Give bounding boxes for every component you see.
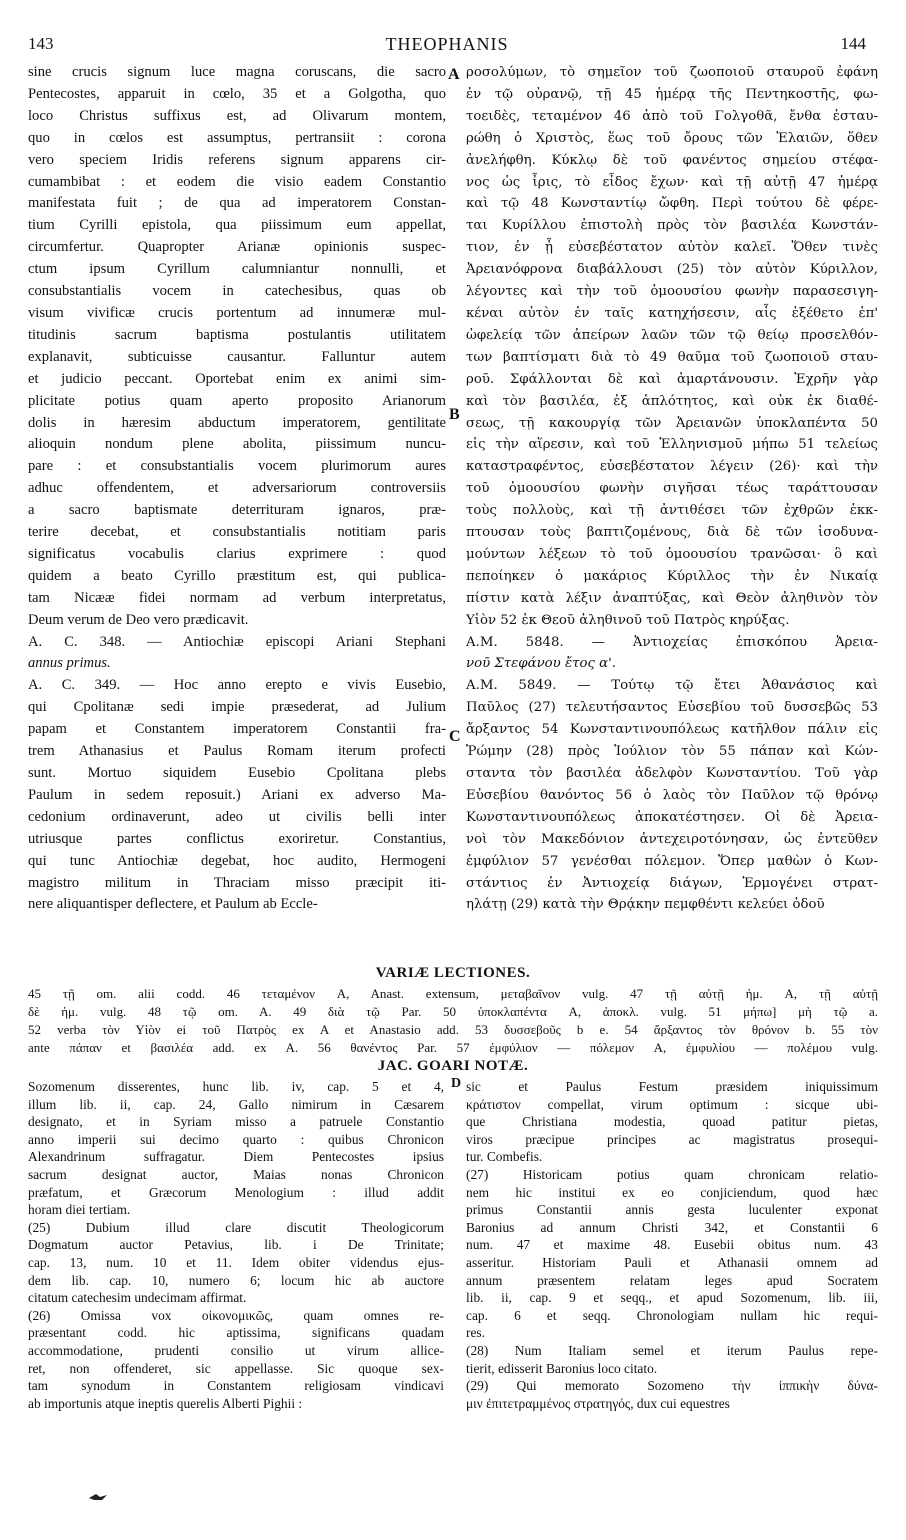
text-line: titudinis sacrum baptisma postulantis utilitatem: [28, 326, 446, 343]
text-line: tam Nicææ fidei normam ad verbum interpretatus,: [28, 589, 446, 606]
text-line: νοὶ τὸν Μακεδόνιον ἀντεχειροτόνησαν, ὡς ἐντεῦθεν: [466, 831, 878, 847]
note-line: lib. ii, cap. 9 et seqq., et apud Sozomenum, lib. iii,: [466, 1290, 878, 1306]
variant-line: ante πάπαν et βασιλέα add. ex A. 56 θανέντος Par. 57 ἐμφύλιον — πόλεμον A, ἐμφυλίου — πολέμου vulg.: [28, 1040, 878, 1055]
text-line: ται Κυρίλλου ἐπιστολὴ πρὸς τὸν βασιλέα Κωνστάν-: [466, 218, 878, 234]
notes-right-column: [466, 1078, 878, 1412]
section-marker-b: B: [449, 406, 460, 423]
text-line: a sacro baptismate deterrituram ignaros, præ-: [28, 502, 446, 519]
text-line: visum vivificæ crucis portentum ad innumeræ mul-: [28, 304, 446, 321]
note-line: que Christiana modestia, quoad patitur pietas,: [466, 1114, 878, 1130]
variant-line: 45 τῇ om. alii codd. 46 τεταμένον A, Anast. extensum, μεταβαῖνον vulg. 47 τῇ αὐτῇ ἡμ. A, τῇ αὐτῇ: [28, 986, 878, 1001]
text-line: λέγοντες καὶ τὴν τοῦ ὁμοουσίου φωνὴν παρασεσιγη-: [466, 284, 878, 300]
text-line: adhuc offendentem, et adversariorum controversiis: [28, 480, 446, 497]
section-marker-a: A: [448, 66, 460, 83]
text-line: quo in cœlos est assumptus, pertransiit : corona: [28, 129, 446, 146]
text-line: ρώθη ὁ Χριστὸς, ἕως τοῦ ὄρους τῶν Ἐλαιῶν, ὅθεν: [466, 130, 878, 146]
page-number-right: 144: [840, 34, 866, 53]
note-line: Alexandrinum suffragatur. Diem Pentecostes ipsius: [28, 1149, 444, 1165]
text-line: ηλάτῃ (29) κατὰ τὴν Θρᾴκην πεμφθέντι κελεύει ὁδοῦ: [466, 897, 825, 913]
text-line: πτουσαν τοὺς βαπτιζομένους, διὰ δὲ τῶν ἰσοδυνα-: [466, 525, 878, 541]
note-line: citatum catechesim undecimam affirmat.: [28, 1290, 247, 1306]
text-line: utriusque partes conflictus exoriretur. Constantius,: [28, 830, 446, 847]
text-line: Ῥώμην (28) πρὸς Ἰούλιον τὸν 55 πάπαν καὶ Κών-: [466, 744, 878, 760]
text-line: quidem a beato Cyrillo præstitum est, qui publica-: [28, 567, 446, 584]
note-line: Baronius ad annum Christi 342, et Constantii 6: [466, 1219, 878, 1235]
note-line: tur. Combefis.: [466, 1149, 543, 1165]
text-line: qui tunc Antiochiæ degebat, hoc audito, Hermogeni: [28, 852, 446, 869]
text-line: sine crucis signum luce magna coruscans, die sacro: [28, 64, 446, 80]
text-line: ἄρξαντος 54 Κωνσταντινουπόλεως κατῆλθον πάλιν εἰς: [466, 722, 878, 738]
text-line: νος ὡς ἶρις, τὸ εἶδος ἔχων· καὶ τῇ αὐτῇ 47 ἡμέρᾳ: [466, 174, 878, 190]
note-line: Sozomenum disserentes, hunc lib. iv, cap. 5 et 4,: [28, 1079, 444, 1094]
text-line: manifestata fuit ; de qua ad imperatorem Constan-: [28, 195, 446, 212]
note-line: præfatum, et Græcorum Menologium : illud addit: [28, 1184, 444, 1200]
note-line: tam synodum in Constantem religiosam vindicavi: [28, 1378, 444, 1394]
text-line: pare : et consubstantialis vocem plurimorum aures: [28, 458, 446, 475]
text-line: καταστραφέντος, εὐσεβέστατον λέγειν (26)· καὶ τὴν: [466, 459, 878, 475]
text-line: A.M. 5848. — Ἀντιοχείας ἐπισκόπου Ἀρεια-: [466, 634, 878, 650]
note-line: (26) Omissa vox οἰκονομικῶς, quam omnes re-: [28, 1307, 444, 1323]
text-line: Υἱὸν 52 ἐκ Θεοῦ ἀληθινοῦ τοῦ Πατρὸς κηρύξας.: [466, 612, 790, 628]
page-number-left: 143: [28, 34, 54, 53]
text-line: ἐμφύλιον 57 γενέσθαι πόλεμον. Ὅπερ μαθὼν ὁ Κων-: [466, 853, 878, 869]
note-line: designato, et in Syriam misso a patruele Constantio: [28, 1114, 444, 1130]
text-line: ἐν τῷ οὐρανῷ, τῇ 45 ἡμέρᾳ τῆς Πεντηκοστῆς, φω-: [466, 86, 878, 102]
section-marker-d: D: [451, 1076, 462, 1091]
variant-line: δὲ ἡμ. vulg. 48 τῷ om. A. 49 διὰ τῷ Par. 50 ὑποκλαπέντα A, ἀποκλ. vulg. 51 μήπω] μὴ τῷ a.: [28, 1004, 878, 1019]
text-line: Pentecostes, apparuit in cœlo, 35 et a Golgotha, quo: [28, 85, 446, 102]
note-line: dem lib. cap. 10, numero 6; locum hic ab auctore: [28, 1272, 444, 1288]
notes-left-column: [28, 1078, 444, 1412]
note-line: (27) Historicam potius quam chronicam relatio-: [466, 1166, 878, 1182]
text-line: nere aliquantisper deflectere, et Paulum ab Eccle-: [28, 896, 318, 913]
greek-column: [466, 62, 878, 916]
text-line: μούντων λέξεων τὸ τοῦ ὁμοουσίου τρανῶσαι· ὃ καὶ: [466, 546, 878, 562]
text-line: magistro militum in Thraciam misso præcipit iti-: [28, 874, 446, 891]
text-line: explanavit, subticuisse causantur. Falluntur autem: [28, 348, 446, 365]
text-line: annus primus.: [28, 655, 111, 672]
text-line: πίστιν κατὰ λέξιν ἀναπτύξας, καὶ Θεὸν ἀληθινὸν τὸν: [466, 590, 878, 606]
note-line: (25) Dubium illud clare discutit Theologicorum: [28, 1219, 444, 1235]
note-line: ret, non offenderet, sic appellasse. Sic quoque sex-: [28, 1360, 444, 1376]
text-line: ἀνελήφθη. Κύκλῳ δὲ τοῦ φανέντος σημείου στέφα-: [466, 152, 878, 168]
note-line: præsentant codd. hic aptissima, significans quadam: [28, 1325, 444, 1341]
running-header: [28, 34, 866, 56]
text-line: A. C. 348. — Antiochiæ episcopi Ariani Stephani: [28, 633, 446, 650]
note-line: res.: [466, 1325, 485, 1341]
note-line: (28) Num Italiam semel et iterum Paulus repe-: [466, 1342, 878, 1358]
note-line: num. 47 et maxime 48. Eusebii obitus num. 43: [466, 1237, 878, 1253]
text-line: dolis in hæresim abductum imperatorem, gentilitate: [28, 414, 446, 431]
note-line: annum præsentem relatam leges apud Socratem: [466, 1272, 878, 1288]
printer-mark-icon: [88, 1492, 108, 1502]
text-line: et judicio peccant. Oportebat enim ex animi sim-: [28, 370, 446, 387]
note-line: Dogmatum auctor Petavius, lib. i De Trinitate;: [28, 1237, 444, 1253]
text-line: σταντα τὸν βασιλέα ἀδελφὸν Κωνσταντίου. Τοῦ γὰρ: [466, 766, 878, 781]
notes-heading: JAC. GOARI NOTÆ.: [377, 1058, 529, 1074]
note-line: cap. 6 et seqq. Chronologiam nullam hic requi-: [466, 1307, 878, 1323]
variae-heading: VARIÆ LECTIONES.: [375, 965, 531, 981]
text-line: τοὺς πολλοὺς, καὶ τῇ ἀντιθέσει τῶν ἐχθρῶν ἐκκ-: [466, 503, 878, 519]
text-line: νοῦ Στεφάνου ἔτος α'.: [466, 656, 617, 672]
text-line: cedonium ordinaverunt, adeo ut civilis belli inter: [28, 808, 446, 825]
text-line: sunt. Mortuo siquidem Eusebio Cpolitana plebs: [28, 765, 446, 781]
text-line: Ἀρειανόφρονα διαβάλλουσι (25) τὸν αὐτὸν Κύριλλον,: [466, 262, 878, 278]
text-line: qui Cpolitanæ sedi impie præsederat, ad Julium: [28, 699, 446, 716]
note-line: sic et Paulus Festum præsidem iniquissimum: [466, 1079, 878, 1094]
note-line: ab importunis atque ineptis querelis Alberti Pighii :: [28, 1395, 303, 1411]
text-line: vero speciem Iridis referens signum apparens cir-: [28, 151, 446, 168]
latin-column: [28, 62, 446, 916]
text-line: ροῦ. Σφάλλονται δὲ καὶ ἁμαρτάνουσιν. Ἐχρῆν γὰρ: [466, 371, 878, 387]
text-line: πεποίηκεν ὁ μακάριος Κύριλλος τὴν ἐν Νικαίᾳ: [466, 568, 878, 584]
note-line: illum lib. ii, cap. 24, Gallo nimirum in Cæsarem: [28, 1096, 444, 1112]
text-line: εἰς τὴν αἵρεσιν, καὶ τοῦ Ἑλληνισμοῦ μήπω 51 τελείως: [466, 437, 878, 453]
text-line: Παῦλος (27) τελευτήσαντος Εὐσεβίου τοῦ δυσσεβῶς 53: [466, 700, 878, 716]
text-line: στάντιος ἐν Ἀντιοχείᾳ διάγων, Ἑρμογένει στρατ-: [466, 875, 878, 891]
note-line: tierit, edisserit Baronius loco citato.: [466, 1360, 658, 1376]
text-line: circumfertur. Quapropter Arianæ opinionis suspec-: [28, 239, 446, 256]
note-line: cap. 13, num. 10 et 11. Idem obiter videndus ejus-: [28, 1254, 444, 1270]
text-line: κέναι αὐτὸν ἐν ταῖς κατηχήσεσιν, αἷς ἐξέθετο ἐπ': [466, 305, 878, 321]
text-line: τοῦ ὁμοουσίου φωνὴν σιγῆσαι τέως ταράττουσαν: [466, 481, 878, 497]
text-line: plicitate potius quam aperto proposito Arianorum: [28, 392, 446, 409]
text-line: σεως, τῇ κακουργίᾳ τῶν Ἀρειανῶν ὑποκλαπέντα 50: [466, 415, 878, 431]
note-line: primus Constantii annis gesta luculenter exponat: [466, 1202, 878, 1218]
text-line: τιον, ἐν ᾗ εὐσεβέστατον αὐτὸν καλεῖ. Ὅθεν τινὲς: [466, 240, 878, 256]
text-line: Paulum in sedem reposuit.) Ariani ex adverso Ma-: [28, 786, 446, 803]
note-line: sacrum designat auctor, Maias nonas Chronicon: [28, 1166, 444, 1182]
note-line: viros præcipue principes ac magistratus prosequi-: [466, 1131, 878, 1147]
text-line: καὶ τὸν βασιλέα, ἐξ ἁπλότητος, καὶ οὐκ ἐκ διαθέ-: [466, 393, 878, 409]
section-marker-c: C: [449, 728, 461, 745]
note-line: μιν ἐπιτετραμμένος στρατηγός, dux cui equestres: [466, 1395, 730, 1411]
text-line: trem Athanasius et Paulus Romam iterum profecti: [28, 743, 446, 760]
note-line: anno imperii sui decimo quarto : quibus Chronicon: [28, 1131, 444, 1147]
text-line: papam et Constantem imperatorem Constantii fra-: [28, 721, 446, 738]
note-line: (29) Qui memorato Sozomeno τὴν ἱππικὴν δύνα-: [466, 1378, 878, 1394]
text-line: ὠφελείᾳ τῶν ἀπείρων λαῶν τῶν τῷ θείῳ προσελθόν-: [466, 327, 878, 343]
note-line: asseritur. Historiam Pauli et Athanasii omnem ad: [466, 1254, 878, 1270]
text-line: ctum ipsum Cyrillum calumniantur nonnulli, et: [28, 261, 446, 278]
text-line: consubstantialis vocem in catechesibus, quas ob: [28, 283, 446, 300]
text-line: significatus vocabulis clarius exprimere : quod: [28, 545, 446, 562]
text-line: Εὐσεβίου θανόντος 56 ὁ λαὸς τὸν Παῦλον τῷ θρόνῳ: [466, 787, 878, 803]
text-line: των βαπτίσματι διὰ τὸ 49 θαῦμα τοῦ ζωοποιοῦ σταυ-: [466, 349, 878, 365]
text-line: καὶ τῷ 48 Κωνσταντίῳ ὤφθη. Περὶ τούτου δὲ φέρε-: [466, 196, 878, 212]
text-line: ροσολύμων, τὸ σημεῖον τοῦ ζωοποιοῦ σταυροῦ ἐφάνη: [466, 65, 878, 80]
text-line: A.M. 5849. — Τούτῳ τῷ ἔτει Ἀθανάσιος καὶ: [466, 678, 878, 694]
text-line: loco Christus suffixus est, ad Olivarum montem,: [28, 107, 446, 124]
text-line: A. C. 349. — Hoc anno erepto e vivis Eusebio,: [28, 677, 446, 694]
note-line: nem hic institui ex eo conjiciendum, quod hæc: [466, 1184, 878, 1200]
note-line: κράτιστον compellat, virum optimum : sicque ubi-: [466, 1096, 878, 1112]
text-line: cumambibat : et eodem die visio eadem Constantio: [28, 173, 446, 190]
text-line: Deum verum de Deo vero prædicavit.: [28, 611, 249, 628]
text-line: Κωνσταντινουπόλεως ἀποκατέστησεν. Οἱ δὲ Ἀρεια-: [466, 809, 878, 825]
variant-line: 52 verba τὸν Υἱὸν ei τοῦ Πατρὸς ex A et Anastasio add. 53 δυσσεβοῦς b e. 54 ἄρξαντος τὸν θρόνον b. 55 τὸν: [28, 1022, 878, 1037]
text-line: terire decebat, et consubstantialis notitiam paris: [28, 524, 446, 541]
text-line: τοειδὲς, τεταμένον 46 ἀπὸ τοῦ Γολγοθᾶ, ἔνθα ἐσταυ-: [466, 108, 878, 124]
text-line: alioquin nondum plene abolita, piissimum nuncu-: [28, 436, 446, 453]
note-line: accommodatione, prudenti consilio ut virum allice-: [28, 1342, 444, 1358]
note-line: horam diei tertiam.: [28, 1202, 131, 1218]
variae-lectiones: [28, 985, 878, 1057]
running-title: THEOPHANIS: [385, 34, 509, 54]
text-line: tium Cyrilli epistola, qua piissimum eum appellat,: [28, 217, 446, 234]
